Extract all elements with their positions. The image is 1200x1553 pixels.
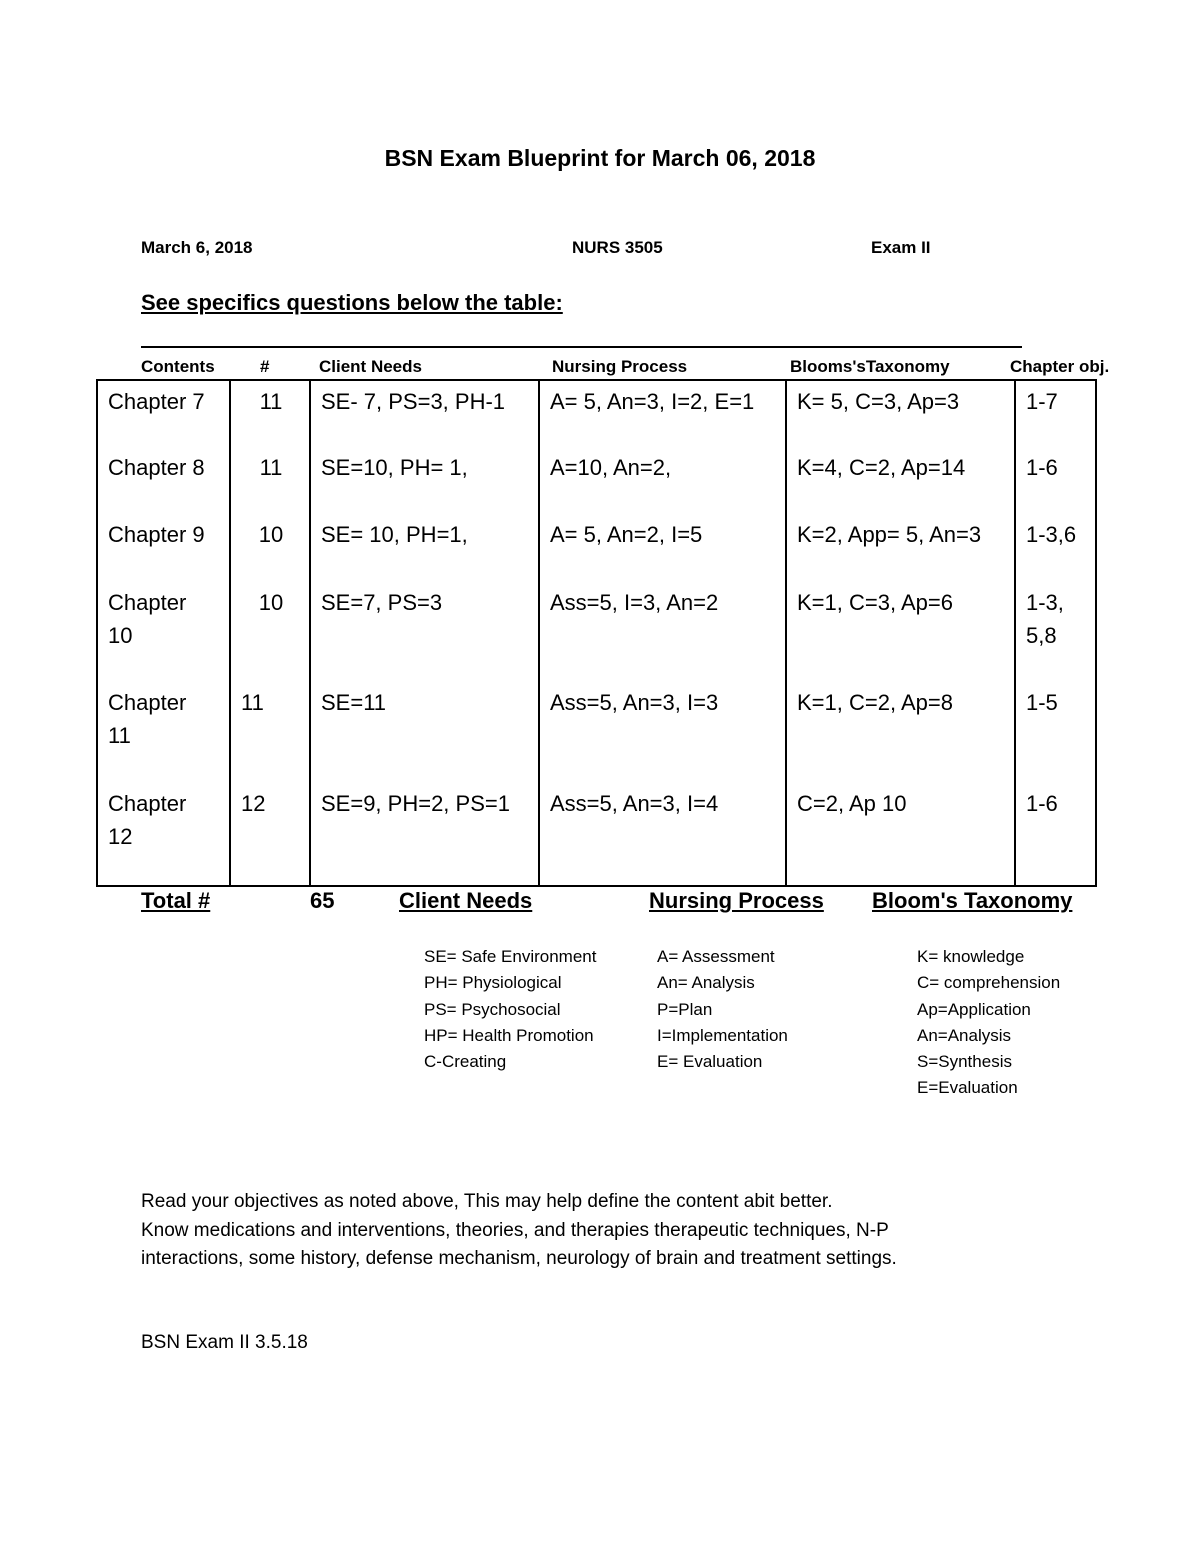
row-objectives: 1-6 — [1015, 783, 1096, 886]
row-client-needs: SE= 10, PH=1, — [310, 514, 539, 582]
legend-item: An= Analysis — [657, 973, 755, 993]
legend-item: HP= Health Promotion — [424, 1025, 594, 1045]
col-header-blooms: Blooms'sTaxonomy — [790, 357, 950, 376]
course-code: NURS 3505 — [572, 238, 663, 257]
row-nursing-process: A= 5, An=2, I=5 — [539, 514, 786, 582]
total-nursing-process-heading: Nursing Process — [649, 888, 824, 913]
document-footer: BSN Exam II 3.5.18 — [141, 1332, 308, 1353]
document-title: BSN Exam Blueprint for March 06, 2018 — [384, 145, 816, 171]
col-header-count: # — [260, 357, 270, 376]
row-objectives: 1-5 — [1015, 682, 1096, 783]
legend-item: Ap=Application — [917, 999, 1031, 1019]
total-blooms-heading: Bloom's Taxonomy — [872, 888, 1073, 913]
row-nursing-process: Ass=5, An=3, I=4 — [539, 783, 786, 886]
legend-item: S=Synthesis — [917, 1052, 1012, 1072]
row-blooms: K=1, C=3, Ap=6 — [786, 582, 1015, 682]
row-client-needs: SE=11 — [310, 682, 539, 783]
total-value: 65 — [310, 888, 335, 913]
row-content: Chapter 8 — [97, 447, 230, 514]
legend-nursing-process — [657, 944, 788, 1075]
table-row — [97, 380, 1096, 447]
row-count: 11 — [230, 682, 310, 783]
row-count: 11 — [230, 447, 310, 514]
row-blooms: K=4, C=2, Ap=14 — [786, 447, 1015, 514]
row-content: Chapter 10 — [97, 582, 230, 682]
table-row — [97, 447, 1096, 514]
subheading: See specifics questions below the table: — [141, 290, 563, 315]
row-blooms: K=1, C=2, Ap=8 — [786, 682, 1015, 783]
legend-item: P=Plan — [657, 999, 713, 1019]
blueprint-table — [96, 379, 1097, 887]
row-client-needs: SE- 7, PS=3, PH-1 — [310, 380, 539, 447]
row-client-needs: SE=7, PS=3 — [310, 582, 539, 682]
total-label: Total # — [141, 888, 211, 913]
row-nursing-process: Ass=5, I=3, An=2 — [539, 582, 786, 682]
row-content: Chapter 7 — [97, 380, 230, 447]
row-objectives: 1-3, 5,8 — [1015, 582, 1096, 682]
row-objectives: 1-6 — [1015, 447, 1096, 514]
exam-name: Exam II — [871, 238, 931, 257]
col-header-contents: Contents — [141, 357, 215, 376]
row-blooms: K=2, App= 5, An=3 — [786, 514, 1015, 582]
legend-item: C= comprehension — [917, 973, 1061, 993]
legend-item: PH= Physiological — [424, 973, 562, 993]
table-row — [97, 682, 1096, 783]
row-nursing-process: A=10, An=2, — [539, 447, 786, 514]
row-objectives: 1-3,6 — [1015, 514, 1096, 582]
total-client-needs-heading: Client Needs — [399, 888, 533, 913]
note-line: Read your objectives as noted above, This may help define the content abit better. — [141, 1191, 833, 1212]
note-line: interactions, some history, defense mechanism, neurology of brain and treatment settings. — [141, 1248, 897, 1269]
legend-item: A= Assessment — [657, 947, 775, 966]
study-notes — [141, 1188, 897, 1274]
row-count: 12 — [230, 783, 310, 886]
row-count: 10 — [230, 582, 310, 682]
legend-item: E=Evaluation — [917, 1078, 1018, 1098]
row-content: Chapter 12 — [97, 783, 230, 886]
legend-client-needs — [424, 944, 596, 1075]
legend-blooms — [917, 944, 1060, 1102]
row-content: Chapter 9 — [97, 514, 230, 582]
row-objectives: 1-7 — [1015, 380, 1096, 447]
header-rule — [141, 346, 1022, 348]
row-nursing-process: A= 5, An=3, I=2, E=1 — [539, 380, 786, 447]
table-row — [97, 514, 1096, 582]
note-line: Know medications and interventions, theories, and therapies therapeutic techniques, N-P — [141, 1219, 889, 1241]
legend-item: An=Analysis — [917, 1025, 1012, 1045]
row-blooms: K= 5, C=3, Ap=3 — [786, 380, 1015, 447]
legend-item: PS= Psychosocial — [424, 999, 561, 1019]
row-nursing-process: Ass=5, An=3, I=3 — [539, 682, 786, 783]
row-blooms: C=2, Ap 10 — [786, 783, 1015, 886]
row-content: Chapter 11 — [97, 682, 230, 783]
row-client-needs: SE=9, PH=2, PS=1 — [310, 783, 539, 886]
legend-item: SE= Safe Environment — [424, 947, 597, 966]
col-header-client-needs: Client Needs — [319, 357, 422, 376]
legend-item: C-Creating — [424, 1052, 507, 1072]
row-client-needs: SE=10, PH= 1, — [310, 447, 539, 514]
table-row — [97, 582, 1096, 682]
legend-item: K= knowledge — [917, 947, 1025, 966]
col-header-objectives: Chapter obj. — [1010, 357, 1110, 376]
col-header-nursing-process: Nursing Process — [552, 357, 688, 376]
table-row — [97, 783, 1096, 886]
legend-item: E= Evaluation — [657, 1052, 763, 1072]
legend-item: I=Implementation — [657, 1025, 788, 1045]
exam-date: March 6, 2018 — [141, 238, 253, 257]
row-count: 10 — [230, 514, 310, 582]
row-count: 11 — [230, 380, 310, 447]
